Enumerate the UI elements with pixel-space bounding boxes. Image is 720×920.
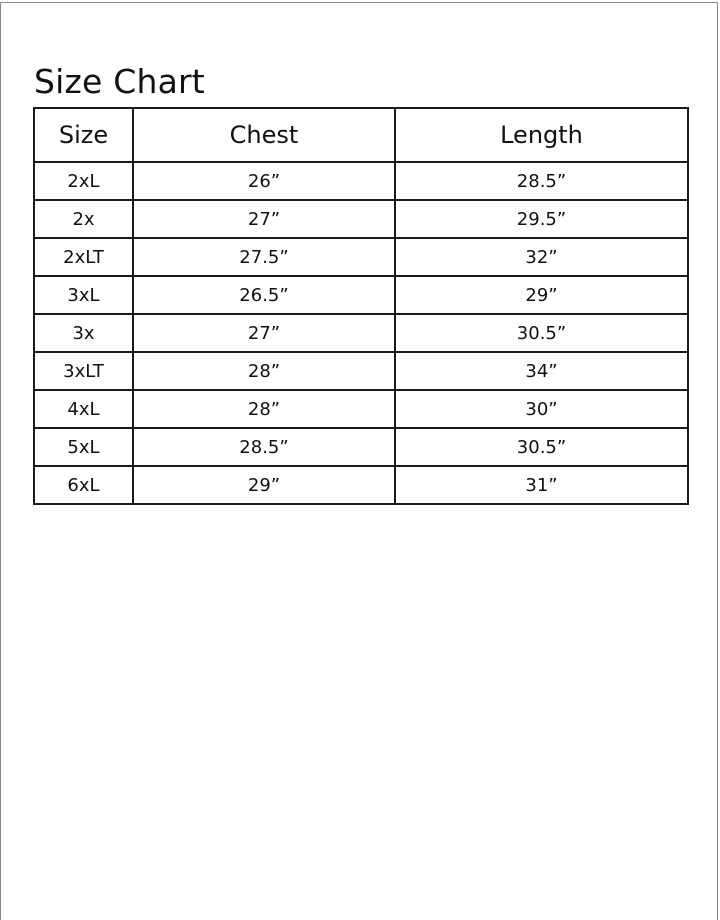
length-cell: 32” bbox=[395, 238, 688, 276]
size-cell: 4xL bbox=[34, 390, 133, 428]
chest-cell: 26” bbox=[133, 162, 395, 200]
size-cell: 2x bbox=[34, 200, 133, 238]
size-cell: 3xLT bbox=[34, 352, 133, 390]
table-row bbox=[34, 466, 688, 504]
size-cell: 2xLT bbox=[34, 238, 133, 276]
chest-cell: 27.5” bbox=[133, 238, 395, 276]
table-row bbox=[34, 314, 688, 352]
table-row bbox=[34, 390, 688, 428]
length-cell: 30.5” bbox=[395, 314, 688, 352]
length-cell: 30.5” bbox=[395, 428, 688, 466]
size-cell: 3x bbox=[34, 314, 133, 352]
size-table bbox=[33, 107, 689, 505]
length-cell: 34” bbox=[395, 352, 688, 390]
chest-cell: 29” bbox=[133, 466, 395, 504]
length-cell: 29.5” bbox=[395, 200, 688, 238]
size-cell: 2xL bbox=[34, 162, 133, 200]
length-cell: 30” bbox=[395, 390, 688, 428]
column-header-size: Size bbox=[34, 108, 133, 162]
length-cell: 29” bbox=[395, 276, 688, 314]
table-row bbox=[34, 200, 688, 238]
size-cell: 6xL bbox=[34, 466, 133, 504]
page-title: Size Chart bbox=[34, 62, 205, 101]
column-header-chest: Chest bbox=[133, 108, 395, 162]
chest-cell: 26.5” bbox=[133, 276, 395, 314]
chest-cell: 28” bbox=[133, 390, 395, 428]
size-cell: 3xL bbox=[34, 276, 133, 314]
table-row bbox=[34, 162, 688, 200]
chest-cell: 27” bbox=[133, 200, 395, 238]
column-header-length: Length bbox=[395, 108, 688, 162]
length-cell: 28.5” bbox=[395, 162, 688, 200]
table-row bbox=[34, 428, 688, 466]
chest-cell: 27” bbox=[133, 314, 395, 352]
header-row bbox=[34, 108, 688, 162]
table-row bbox=[34, 352, 688, 390]
length-cell: 31” bbox=[395, 466, 688, 504]
chest-cell: 28” bbox=[133, 352, 395, 390]
table-row bbox=[34, 238, 688, 276]
table-row bbox=[34, 276, 688, 314]
size-cell: 5xL bbox=[34, 428, 133, 466]
chest-cell: 28.5” bbox=[133, 428, 395, 466]
